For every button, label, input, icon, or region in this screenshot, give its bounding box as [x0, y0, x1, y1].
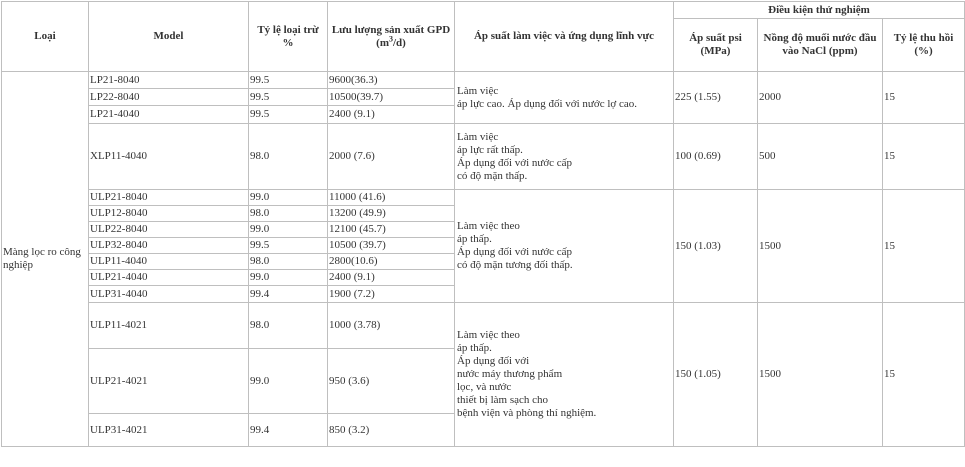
- pressure-cell: 225 (1.55): [674, 72, 758, 124]
- rejection-cell: 99.0: [249, 222, 328, 238]
- flow-cell: 13200 (49.9): [328, 206, 455, 222]
- flow-cell: 10500 (39.7): [328, 238, 455, 254]
- recovery-cell: 15: [883, 190, 965, 303]
- model-cell: ULP22-8040: [89, 222, 249, 238]
- flow-cell: 2400 (9.1): [328, 270, 455, 286]
- header-recovery: Tỷ lệ thu hồi (%): [883, 19, 965, 72]
- model-cell: ULP21-4021: [89, 349, 249, 414]
- application-line: có độ mặn thấp.: [457, 169, 528, 182]
- header-pressure: Áp suất psi (MPa): [674, 19, 758, 72]
- pressure-cell: 150 (1.03): [674, 190, 758, 303]
- model-cell: ULP21-4040: [89, 270, 249, 286]
- application-line: Áp dụng đối với: [457, 355, 530, 367]
- model-cell: ULP11-4040: [89, 254, 249, 270]
- model-cell: ULP31-4021: [89, 414, 249, 447]
- application-line: có độ mặn tương đối thấp.: [457, 259, 573, 271]
- header-flow-text: Lưu lượng sản xuất GPD (m: [331, 23, 451, 49]
- rejection-cell: 99.0: [249, 349, 328, 414]
- rejection-cell: 99.5: [249, 238, 328, 254]
- flow-cell: 11000 (41.6): [328, 190, 455, 206]
- table-row: [2, 190, 965, 206]
- table-row: [2, 303, 965, 349]
- rejection-cell: 98.0: [249, 303, 328, 349]
- header-model: Model: [89, 2, 249, 72]
- table-row: [2, 72, 965, 89]
- application-line: Áp dụng đối với nước cấp: [457, 156, 573, 169]
- flow-cell: 1900 (7.2): [328, 286, 455, 303]
- application-line: áp lực rất thấp.: [457, 143, 523, 156]
- flow-cell: 2800(10.6): [328, 254, 455, 270]
- application-line: Làm việc: [457, 130, 499, 143]
- rejection-cell: 99.4: [249, 414, 328, 447]
- model-cell: ULP11-4021: [89, 303, 249, 349]
- pressure-cell: 100 (0.69): [674, 124, 758, 190]
- rejection-cell: 98.0: [249, 206, 328, 222]
- application-line: thiết bị làm sạch cho: [457, 394, 549, 406]
- model-cell: XLP11-4040: [89, 124, 249, 190]
- product-spec-table: [1, 1, 965, 447]
- recovery-cell: 15: [883, 72, 965, 124]
- header-flow: [328, 2, 455, 72]
- rejection-cell: 98.0: [249, 124, 328, 190]
- model-cell: ULP32-8040: [89, 238, 249, 254]
- header-flow-unit: /d): [392, 36, 406, 49]
- flow-cell: 950 (3.6): [328, 349, 455, 414]
- category-cell: Màng lọc ro công nghiệp: [2, 72, 89, 447]
- flow-cell: 10500(39.7): [328, 89, 455, 106]
- pressure-cell: 150 (1.05): [674, 303, 758, 447]
- salt-cell: 2000: [758, 72, 883, 124]
- flow-cell: 2000 (7.6): [328, 124, 455, 190]
- flow-cell: 12100 (45.7): [328, 222, 455, 238]
- application-line: áp thấp.: [457, 233, 492, 245]
- table-body: [2, 72, 965, 447]
- rejection-cell: 99.5: [249, 106, 328, 124]
- application-line: Áp dụng đối với nước cấp: [457, 246, 573, 258]
- application-line: Làm việc: [457, 84, 499, 97]
- application-cell: [455, 124, 674, 190]
- recovery-cell: 15: [883, 303, 965, 447]
- header-application: Áp suất làm việc và ứng dụng lĩnh vực: [455, 2, 674, 72]
- flow-cell: 9600(36.3): [328, 72, 455, 89]
- header-flow-superscript: 3: [388, 33, 393, 43]
- model-cell: ULP31-4040: [89, 286, 249, 303]
- rejection-cell: 99.4: [249, 286, 328, 303]
- header-row-1: [2, 2, 965, 19]
- header-type: Loại: [2, 2, 89, 72]
- application-line: nước máy thương phẩm: [457, 368, 563, 380]
- model-cell: LP21-4040: [89, 106, 249, 124]
- model-cell: ULP21-8040: [89, 190, 249, 206]
- model-cell: LP21-8040: [89, 72, 249, 89]
- application-line: áp lực cao. Áp dụng đối với nước lợ cao.: [457, 97, 637, 110]
- rejection-cell: 99.5: [249, 89, 328, 106]
- rejection-cell: 99.0: [249, 270, 328, 286]
- application-line: áp thấp.: [457, 342, 492, 354]
- application-cell: [455, 190, 674, 303]
- model-cell: LP22-8040: [89, 89, 249, 106]
- rejection-cell: 99.5: [249, 72, 328, 89]
- table-row: [2, 124, 965, 190]
- rejection-cell: 99.0: [249, 190, 328, 206]
- header-test-conditions: Điều kiện thử nghiệm: [674, 2, 965, 19]
- application-line: lọc, và nước: [457, 381, 512, 393]
- recovery-cell: 15: [883, 124, 965, 190]
- application-cell: [455, 72, 674, 124]
- salt-cell: 1500: [758, 190, 883, 303]
- header-rejection: Tỷ lệ loại trừ %: [249, 2, 328, 72]
- application-line: Làm việc theo: [457, 220, 520, 232]
- application-cell: [455, 303, 674, 447]
- application-line: Làm việc theo: [457, 329, 520, 341]
- flow-cell: 1000 (3.78): [328, 303, 455, 349]
- application-line: bệnh viện và phòng thí nghiệm.: [457, 407, 597, 419]
- header-salt: Nồng độ muối nước đầu vào NaCl (ppm): [758, 19, 883, 72]
- salt-cell: 500: [758, 124, 883, 190]
- flow-cell: 850 (3.2): [328, 414, 455, 447]
- salt-cell: 1500: [758, 303, 883, 447]
- rejection-cell: 98.0: [249, 254, 328, 270]
- flow-cell: 2400 (9.1): [328, 106, 455, 124]
- model-cell: ULP12-8040: [89, 206, 249, 222]
